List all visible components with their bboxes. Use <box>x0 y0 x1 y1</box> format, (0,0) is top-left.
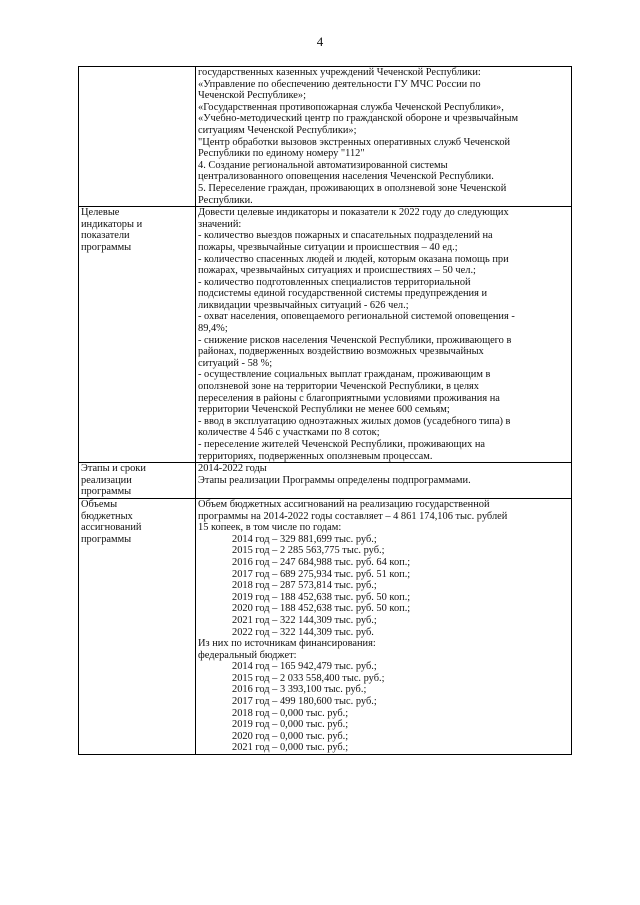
content-line: централизованного оповещения населения Чеченской Республики. <box>198 171 494 183</box>
content-line: ликвидации чрезвычайных ситуаций - 626 чел.; <box>198 299 409 311</box>
row-label-line: программы <box>81 241 132 253</box>
row-label-line: индикаторы и <box>81 218 143 230</box>
row-label-line: Объемы <box>81 498 118 510</box>
row-label-line: ассигнований <box>81 522 142 534</box>
content-line: - количество подготовленных специалистов территориальной <box>198 276 471 288</box>
content-line: - количество спасенных людей и людей, которым оказана помощь при <box>198 253 509 265</box>
year-amount-line: 2020 год – 188 452,638 тыс. руб. 50 коп.; <box>232 603 411 615</box>
year-amount-line: 2014 год – 329 881,699 тыс. руб.; <box>232 533 377 545</box>
row-label-line: Целевые <box>81 207 120 219</box>
content-line: 2014-2022 годы <box>198 463 267 475</box>
content-line: Республики. <box>198 194 253 206</box>
row-label-cell <box>79 463 196 499</box>
funding-sources-heading: Из них по источникам финансирования: <box>198 638 376 650</box>
content-line: программы на 2014-2022 годы составляет – 4 861 174,106 тыс. рублей <box>198 510 508 522</box>
row-budget <box>79 498 572 754</box>
content-line: - снижение рисков населения Чеченской Республики, проживающего в <box>198 334 512 346</box>
year-amount-line: 2016 год – 247 684,988 тыс. руб. 64 коп.; <box>232 556 411 568</box>
year-amount-line: 2014 год – 165 942,479 тыс. руб.; <box>232 661 377 673</box>
year-amount-line: 2018 год – 0,000 тыс. руб.; <box>232 707 349 719</box>
year-amount-line: 2015 год – 2 033 558,400 тыс. руб.; <box>232 672 385 684</box>
row-label-line: показатели <box>81 230 130 242</box>
content-line: - количество выездов пожарных и спасательных подразделений на <box>198 230 493 242</box>
row-content-cell <box>196 498 572 754</box>
row-label-line: реализации <box>81 474 132 486</box>
year-amount-line: 2016 год – 3 393,100 тыс. руб.; <box>232 684 367 696</box>
content-line: 5. Переселение граждан, проживающих в оползневой зоне Чеченской <box>198 182 507 194</box>
row-label-cell <box>79 67 196 207</box>
year-amount-line: 2019 год – 0,000 тыс. руб.; <box>232 719 349 731</box>
content-line: "Центр обработки вызовов экстренных оперативных служб Чеченской <box>198 136 511 148</box>
content-line: Республики по единому номеру "112" <box>198 148 365 160</box>
year-amount-line: 2021 год – 322 144,309 тыс. руб.; <box>232 614 377 626</box>
year-amount-line: 2017 год – 499 180,600 тыс. руб.; <box>232 696 377 708</box>
year-amount-line: 2022 год – 322 144,309 тыс. руб. <box>232 626 374 638</box>
content-line: территориях, подверженных оползневым процессам. <box>198 450 433 462</box>
content-line: пожары, чрезвычайные ситуации и происшествия – 40 ед.; <box>198 241 458 253</box>
row-target-indicators <box>79 207 572 463</box>
year-amount-line: 2020 год – 0,000 тыс. руб.; <box>232 730 349 742</box>
content-line: 4. Создание региональной автоматизированной системы <box>198 159 448 171</box>
row-label-cell <box>79 498 196 754</box>
content-line: 89,4%; <box>198 323 228 335</box>
year-amount-line: 2019 год – 188 452,638 тыс. руб. 50 коп.; <box>232 591 411 603</box>
content-line: территории Чеченской Республики не менее 600 семьям; <box>198 404 450 416</box>
content-line: Довести целевые индикаторы и показатели к 2022 году до следующих <box>198 207 509 219</box>
content-line: подсистемы единой государственной системы предупреждения и <box>198 288 488 300</box>
content-line: - осуществление социальных выплат гражданам, проживающим в <box>198 369 491 381</box>
row-label-line: бюджетных <box>81 510 133 522</box>
content-line: Этапы реализации Программы определены подпрограммами. <box>198 474 471 486</box>
content-line: переселения в районы с благоприятными условиями проживания на <box>198 392 500 404</box>
content-line: - ввод в эксплуатацию одноэтажных жилых домов (усадебного типа) в <box>198 415 511 427</box>
content-line: пожарах, чрезвычайных ситуациях и происшествиях – 50 чел.; <box>198 265 476 277</box>
program-passport-table <box>78 66 572 755</box>
content-line: Объем бюджетных ассигнований на реализацию государственной <box>198 498 490 510</box>
row-institutions <box>79 67 572 207</box>
row-label-cell <box>79 207 196 463</box>
content-line: «Управление по обеспечению деятельности ГУ МЧС России по <box>198 78 481 90</box>
content-line: «Государственная противопожарная служба Чеченской Республики», <box>198 101 504 113</box>
row-label-line: программы <box>81 486 132 498</box>
row-content-cell <box>196 67 572 207</box>
content-line: - охват населения, оповещаемого региональной системой оповещения - <box>198 311 515 323</box>
content-line: ситуациям Чеченской Республики»; <box>198 124 357 136</box>
content-line: количестве 4 546 с участками по 8 соток; <box>198 427 380 439</box>
year-amount-line: 2017 год – 689 275,934 тыс. руб. 51 коп.; <box>232 568 411 580</box>
row-label-line: программы <box>81 533 132 545</box>
content-line: районах, подверженных воздействию возможных чрезвычайных <box>198 346 484 358</box>
year-amount-line: 2018 год – 287 573,814 тыс. руб.; <box>232 580 377 592</box>
content-line: «Учебно-методический центр по гражданской обороне и чрезвычайным <box>198 113 519 125</box>
federal-budget-heading: федеральный бюджет: <box>198 649 297 661</box>
content-line: 15 копеек, в том числе по годам: <box>198 522 342 534</box>
page-number: 4 <box>316 34 324 49</box>
content-line: значений: <box>198 218 242 230</box>
row-content-cell <box>196 463 572 499</box>
row-content-cell <box>196 207 572 463</box>
content-line: ситуаций - 58 %; <box>198 357 273 369</box>
content-line: оползневой зоне на территории Чеченской Республики, в целях <box>198 381 480 393</box>
content-line: Чеченской Республике»; <box>198 90 306 102</box>
content-line: государственных казенных учреждений Чеченской Республики: <box>198 67 481 78</box>
year-amount-line: 2015 год – 2 285 563,775 тыс. руб.; <box>232 545 385 557</box>
year-amount-line: 2021 год – 0,000 тыс. руб.; <box>232 742 349 754</box>
row-stages <box>79 463 572 499</box>
content-line: - переселение жителей Чеченской Республики, проживающих на <box>198 439 486 450</box>
row-label-line: Этапы и сроки <box>81 463 146 475</box>
